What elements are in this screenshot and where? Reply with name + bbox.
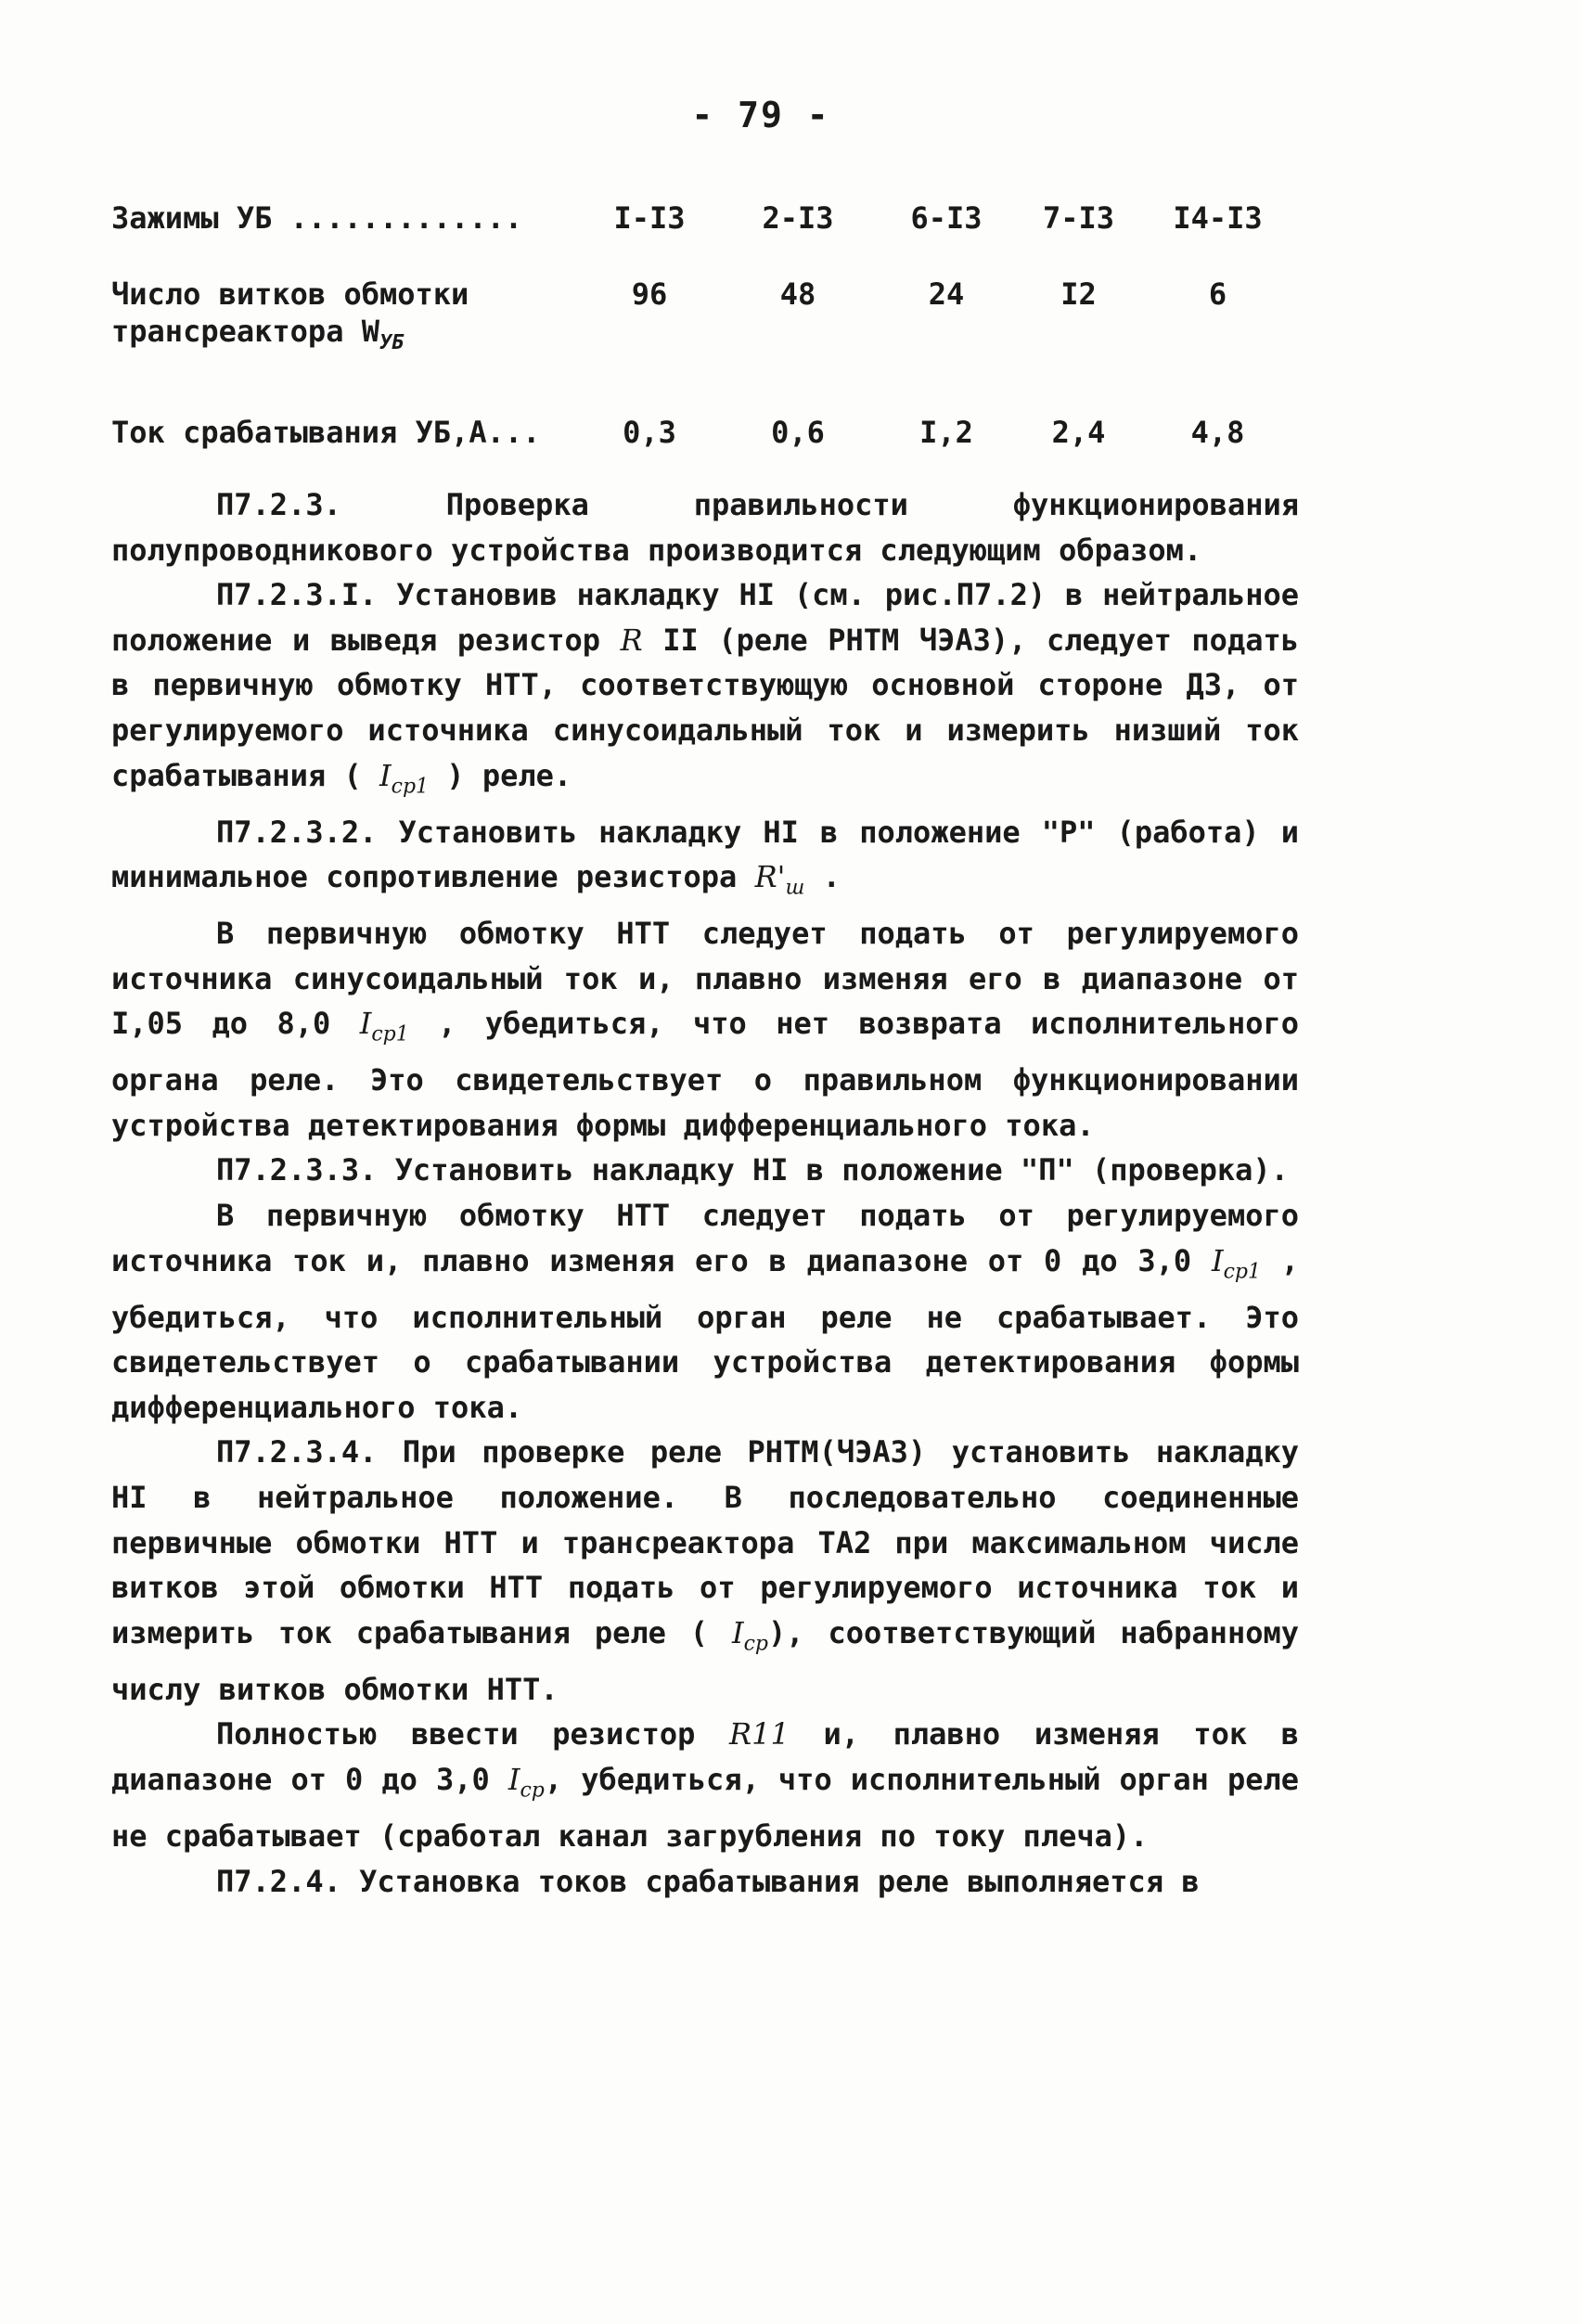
symbol-base: I (507, 1761, 520, 1797)
spec-table (111, 199, 1299, 451)
text-run: П7.2.3.I. Установив накладку НI (см. рис.П7.2) в нейтральное положение и выведя резистор (111, 577, 1299, 658)
current-symbol (379, 757, 430, 798)
text-run: , убедиться, что исполнительный орган реле не срабатывает. Это свидетельствует о срабатывании устройства детектирования формы дифференциального тока. (111, 1242, 1300, 1425)
paragraph-p7-2-3-3: П7.2.3.3. Установить накладку НI в положение "П" (проверка). (216, 1152, 1289, 1188)
table-row (111, 199, 1299, 237)
paragraph-p7-2-3: П7.2.3. Проверка правильности функционирования полупроводникового устройства производится следующим образом. (111, 487, 1299, 568)
cell: 2-I3 (762, 200, 834, 236)
row-label: Ток срабатывания УБ,А... (111, 415, 541, 450)
cell: 0,3 (623, 415, 676, 450)
paragraph-primary-winding-2 (111, 1193, 1299, 1430)
paragraph-p7-2-3-2 (111, 810, 1299, 912)
cell: 4,8 (1190, 415, 1245, 450)
body-text (111, 482, 1299, 1904)
row-label-line2 (111, 313, 575, 362)
cell: 6 (1208, 276, 1227, 312)
row-label: Зажимы УБ ............. (111, 200, 523, 236)
row-label-line1: Число витков обмотки (111, 276, 469, 312)
current-symbol (1211, 1242, 1261, 1284)
text-run: П7.2.3.2. Установить накладку НI в положение "Р" (работа) и минимальное сопротивление резистора (111, 814, 1299, 895)
symbol-base: I (359, 1006, 372, 1042)
table-row (111, 414, 1299, 451)
text-run: В первичную обмотку НТТ следует подать от регулируемого источника синусоидальный ток и, плавно изменяя его в диапазоне от I,05 до 8,0 (111, 916, 1299, 1042)
text-run: П7.2.3.4. При проверке реле РНТМ(ЧЭАЗ) установить накладку НI в нейтральное положение. В последовательно соединенные первичные обмотки НТТ и трансреактора ТА2 при максимальном числе витков этой обмотки НТТ подать от регулируемого источника ток и измерить ток срабатывания реле ( (111, 1434, 1299, 1650)
text-run: ) реле. (429, 757, 572, 793)
symbol-subscript: ш (785, 876, 805, 900)
row-label-subscript: УБ (379, 331, 405, 354)
current-symbol (359, 1006, 409, 1046)
table-row (111, 276, 1299, 362)
current-symbol (731, 1614, 769, 1656)
paragraph-resistor-r11 (111, 1712, 1299, 1858)
symbol-base: R' (754, 859, 786, 895)
cell: 0,6 (771, 415, 825, 450)
row-label-text: трансреактора W (111, 314, 379, 349)
text-run: ), соответствующий набранному числу витков обмотки НТТ. (111, 1614, 1299, 1707)
symbol-subscript: ср (743, 1632, 769, 1656)
text-run: Полностью ввести резистор (216, 1716, 729, 1753)
page-number: - 79 - (691, 95, 830, 135)
symbol-subscript: ср1 (371, 1022, 409, 1046)
cell: 2,4 (1051, 415, 1106, 450)
paragraph-p7-2-3-1 (111, 572, 1299, 809)
symbol-base: I (1211, 1242, 1224, 1278)
text-run: , убедиться, что исполнительный орган реле не срабатывает (сработал канал загрубления по току плеча). (111, 1761, 1300, 1854)
cell: 6-I3 (910, 200, 983, 236)
paragraph-p7-2-4: П7.2.4. Установка токов срабатывания реле выполняется в (216, 1863, 1200, 1899)
paragraph-p7-2-3-4 (111, 1430, 1299, 1712)
symbol-subscript: ср1 (1223, 1260, 1261, 1284)
text-run: II (реле РНТМ ЧЭАЗ), следует подать в первичную обмотку НТТ, соответствующую основной стороне ДЗ, от регулируемого источника синусоидальный ток и измерить низший ток срабатывания ( (111, 622, 1300, 793)
symbol-subscript: ср1 (391, 774, 430, 798)
cell: I,2 (919, 415, 973, 450)
cell: 48 (779, 276, 816, 312)
text-run: . (804, 859, 841, 895)
resistor-symbol: R (620, 622, 643, 658)
text-run: В первичную обмотку НТТ следует подать от регулируемого источника ток и, плавно изменяя его в диапазоне от 0 до 3,0 (111, 1198, 1299, 1278)
cell: 24 (928, 276, 965, 312)
cell: 96 (631, 276, 668, 312)
cell: I-I3 (613, 200, 686, 236)
text-run: и, плавно изменяя ток в диапазоне от 0 до 3,0 (111, 1716, 1300, 1797)
resistor-symbol (754, 859, 805, 900)
symbol-base: I (379, 757, 392, 793)
symbol-base: I (731, 1614, 744, 1650)
row-label (111, 276, 575, 362)
paragraph-primary-winding-1 (111, 911, 1299, 1148)
resistor-symbol: R11 (729, 1716, 790, 1753)
cell: I2 (1060, 276, 1097, 312)
cell: I4-I3 (1173, 200, 1263, 236)
text-run: , убедиться, что нет возврата исполнительного органа реле. Это свидетельствует о правильном функционировании устройства детектирования формы дифференциального тока. (111, 1006, 1299, 1143)
symbol-subscript: ср (520, 1778, 545, 1803)
current-symbol (507, 1761, 545, 1803)
cell: 7-I3 (1042, 200, 1115, 236)
